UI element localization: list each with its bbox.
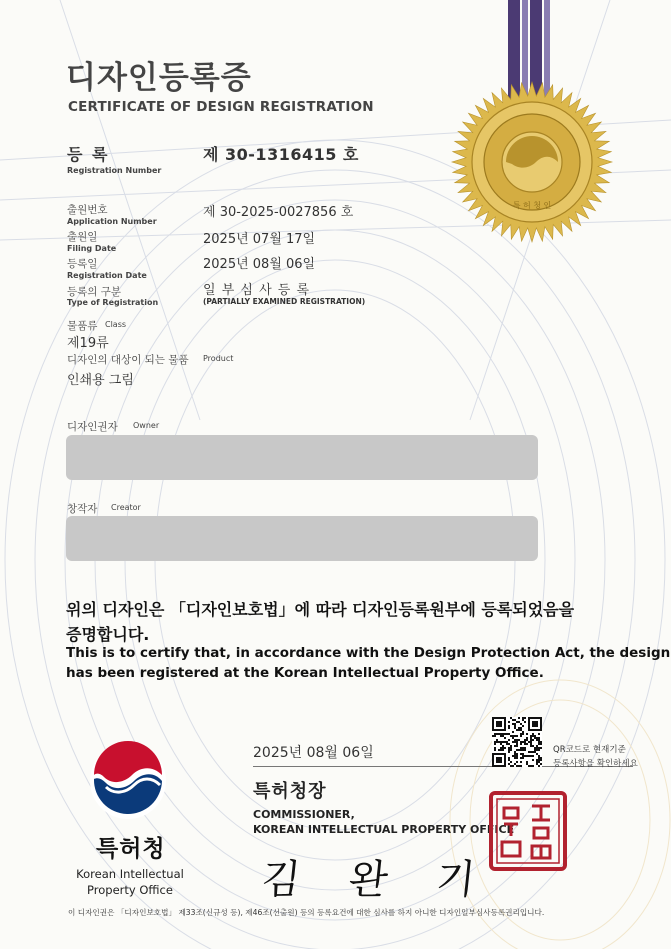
application-number-label-en: Application Number: [67, 217, 157, 226]
office-name-ko: 특허청: [96, 836, 166, 862]
class-label-en: Class: [105, 320, 127, 329]
statement-en-line2: has been registered at the Korean Intellectual Property Office.: [66, 665, 544, 681]
class-label: 물품류: [67, 320, 98, 332]
commissioner-title-en-line2: KOREAN INTELLECTUAL PROPERTY OFFICE: [253, 823, 515, 836]
qr-code-icon[interactable]: [492, 717, 542, 767]
registration-date-label-en: Registration Date: [67, 271, 147, 280]
registration-type-label: 등록의 구분: [67, 286, 122, 298]
application-number-label: 출원번호: [67, 204, 108, 216]
gold-seal-text: 특 허 청 인: [512, 201, 552, 210]
owner-label-en: Owner: [133, 421, 160, 430]
owner-label: 디자인권자: [67, 421, 118, 433]
qr-note-line1: QR코드로 현재기준: [553, 745, 626, 755]
product-value: 인쇄용 그림: [67, 373, 134, 388]
statement-en-line1: This is to certify that, in accordance with the Design Protection Act, the design: [66, 645, 671, 661]
issue-date: 2025년 08월 06일: [253, 745, 374, 761]
official-seal-icon: [488, 790, 568, 872]
page-subtitle: CERTIFICATE OF DESIGN REGISTRATION: [68, 99, 374, 115]
page-title: 디자인등록증: [66, 60, 252, 96]
creator-label-en: Creator: [111, 503, 141, 512]
commissioner-title-ko: 특허청장: [253, 781, 327, 802]
gold-seal-icon: [450, 80, 614, 244]
office-name-en-line1: Korean Intellectual: [76, 867, 184, 881]
product-label-en: Product: [203, 354, 234, 363]
registration-date-label: 등록일: [67, 258, 98, 270]
statement-ko-line2: 증명합니다.: [66, 625, 150, 644]
kipo-emblem-icon: [88, 741, 168, 821]
registration-date-value: 2025년 08월 06일: [203, 257, 316, 272]
registration-number-value: 제 30-1316415 호: [203, 145, 359, 164]
registration-type-value: 일 부 심 사 등 록: [203, 283, 311, 298]
registration-number-label-en: Registration Number: [67, 166, 162, 175]
registration-type-note: (PARTIALLY EXAMINED REGISTRATION): [203, 297, 366, 306]
application-number-value: 제 30-2025-0027856 호: [203, 205, 354, 220]
statement-ko-line1: 위의 디자인은 「디자인보호법」에 따라 디자인등록원부에 등록되었음을: [66, 600, 575, 619]
filing-date-label: 출원일: [67, 231, 98, 243]
filing-date-value: 2025년 07월 17일: [203, 232, 316, 247]
class-value: 제19류: [67, 336, 109, 351]
office-name-en-line2: Property Office: [87, 883, 173, 897]
qr-note-line2: 등록사항을 확인하세요: [553, 759, 638, 769]
commissioner-title-en-line1: COMMISSIONER,: [253, 808, 355, 821]
footer-note: 이 디자인권은 「디자인보호법」 제33조(신규성 등), 제46조(선출원) 등의 등록요건에 대한 심사를 하지 아니한 디자인일부심사등록권리입니다.: [68, 908, 545, 917]
product-label: 디자인의 대상이 되는 물품: [67, 354, 189, 366]
creator-redacted-field: [66, 516, 538, 561]
filing-date-label-en: Filing Date: [67, 244, 117, 253]
creator-label: 창작자: [67, 503, 98, 515]
registration-number-label: 등 록: [67, 145, 110, 164]
commissioner-signature: 김 완 기: [259, 857, 496, 903]
owner-redacted-field: [66, 435, 538, 480]
registration-type-label-en: Type of Registration: [67, 298, 159, 307]
